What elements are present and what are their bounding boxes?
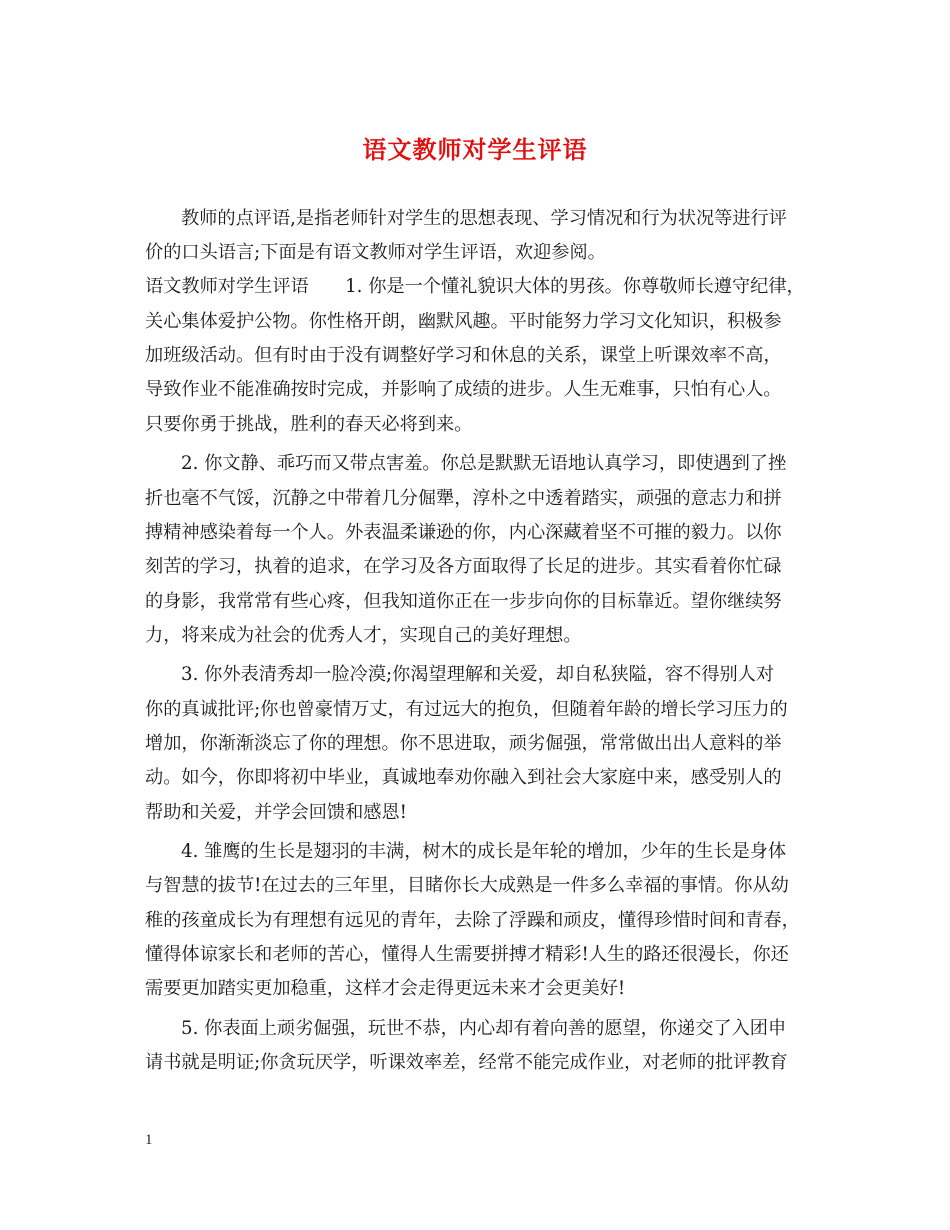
paragraph-line: 搏精神感染着每一个人。外表温柔谦逊的你，内心深藏着坚不可摧的毅力。以你 — [145, 522, 782, 543]
paragraph-line: 你的真诚批评;你也曾豪情万丈，有过远大的抱负，但随着年龄的增长学习压力的 — [145, 699, 788, 720]
paragraph-line: 关心集体爱护公物。你性格开朗，幽默风趣。平时能努力学习文化知识，积极参 — [145, 311, 782, 332]
paragraph-line: 价的口头语言;下面是有语文教师对学生评语，欢迎参阅。 — [145, 242, 606, 263]
paragraph-line: 稚的孩童成长为有理想有远见的青年，去除了浮躁和顽皮，懂得珍惜时间和青春， — [145, 910, 800, 931]
paragraph-line: 帮助和关爱，并学会回馈和感恩! — [145, 802, 407, 823]
paragraph-line: 增加，你渐渐淡忘了你的理想。你不思进取，顽劣倔强，常常做出出人意料的举 — [145, 733, 782, 754]
page-number: 1 — [145, 1132, 153, 1148]
paragraph-line: 语文教师对学生评语 1. 你是一个懂礼貌识大体的男孩。你尊敬师长遵守纪律， — [145, 276, 805, 297]
paragraph-line: 教师的点评语,是指老师针对学生的思想表现、学习情况和行为状况等进行评 — [181, 208, 787, 229]
paragraph-line: 刻苦的学习，执着的追求，在学习及各方面取得了长足的进步。其实看着你忙碌 — [145, 556, 782, 577]
paragraph-line: 需要更加踏实更加稳重，这样才会走得更远未来才会更美好! — [145, 978, 626, 999]
paragraph-line: 折也毫不气馁，沉静之中带着几分倔犟，淳朴之中透着踏实，顽强的意志力和拼 — [145, 488, 782, 509]
paragraph-line: 与智慧的拔节!在过去的三年里，目睹你长大成熟是一件多么幸福的事情。你从幼 — [145, 875, 789, 896]
paragraph-line: 只要你勇于挑战，胜利的春天必将到来。 — [145, 414, 473, 435]
paragraph-line: 3. 你外表清秀却一脸冷漠;你渴望理解和关爱，却自私狭隘，容不得别人对 — [181, 664, 775, 685]
paragraph-line: 请书就是明证;你贪玩厌学，听课效率差，经常不能完成作业，对老师的批评教育 — [145, 1052, 788, 1073]
paragraph-line: 的身影，我常常有些心疼，但我知道你正在一步步向你的目标靠近。望你继续努 — [145, 591, 782, 612]
paragraph-line: 2. 你文静、乖巧而又带点害羞。你总是默默无语地认真学习，即使遇到了挫 — [181, 453, 787, 474]
paragraph-line: 5. 你表面上顽劣倔强，玩世不恭，内心却有着向善的愿望，你递交了入团申 — [181, 1018, 787, 1039]
paragraph-line: 导致作业不能准确按时完成，并影响了成绩的进步。人生无难事，只怕有心人。 — [145, 379, 782, 400]
paragraph-line: 动。如今，你即将初中毕业，真诚地奉劝你融入到社会大家庭中来，感受别人的 — [145, 767, 782, 788]
document-title: 语文教师对学生评语 — [362, 135, 588, 164]
paragraph-line: 加班级活动。但有时由于没有调整好学习和休息的关系，课堂上听课效率不高， — [145, 345, 782, 366]
paragraph-line: 力，将来成为社会的优秀人才，实现自己的美好理想。 — [145, 625, 582, 646]
paragraph-line: 懂得体谅家长和老师的苦心，懂得人生需要拼搏才精彩!人生的路还很漫长，你还 — [145, 944, 789, 965]
paragraph-line: 4. 雏鹰的生长是翅羽的丰满，树木的成长是年轮的增加，少年的生长是身体 — [181, 841, 787, 862]
